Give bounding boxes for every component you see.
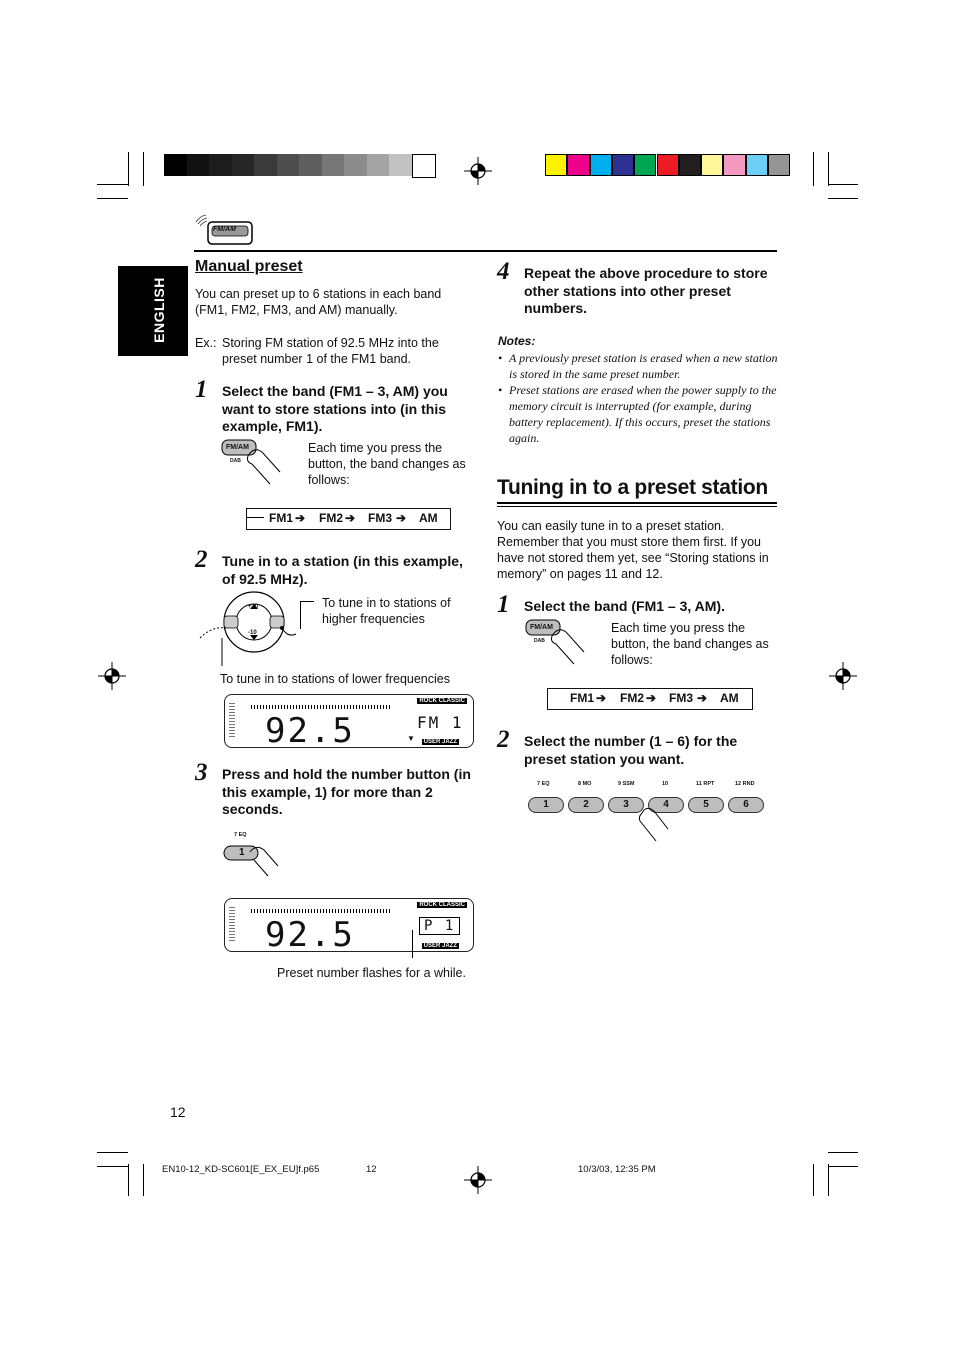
high-freq-leader-h xyxy=(300,601,314,602)
preset-button-2[interactable]: 2 xyxy=(568,797,604,813)
seq-arrow-icon: ➔ xyxy=(596,691,607,705)
right-band-sequence xyxy=(547,688,753,710)
lcd-band: FM 1 xyxy=(417,713,464,732)
gray-swatch xyxy=(322,154,345,176)
band-button-label: FM/AM xyxy=(530,624,553,631)
seq-arrow-icon: ➔ xyxy=(295,511,306,525)
preset-btn-top-label: 10 xyxy=(662,781,669,787)
preset-flash-leader xyxy=(412,930,413,958)
gray-swatch xyxy=(344,154,367,176)
color-swatch xyxy=(768,154,790,176)
notes-list xyxy=(498,350,778,446)
lcd-level-meter xyxy=(251,909,391,913)
right-step2-number: 2 xyxy=(497,726,510,753)
fm-am-icon-label: FM/AM xyxy=(213,226,236,233)
preset-button-5[interactable]: 5 xyxy=(688,797,724,813)
notes-heading: Notes: xyxy=(498,334,536,348)
lcd-left-dots xyxy=(229,907,235,943)
gray-swatch xyxy=(232,154,255,176)
lcd-top-tag: ROCK CLASSIC xyxy=(419,902,465,908)
preset-button-4[interactable]: 4 xyxy=(648,797,684,813)
knob-up-label: +10 xyxy=(248,604,259,610)
preset-btn-top-label: 7 EQ xyxy=(537,781,550,787)
dab-label: DAB xyxy=(534,638,545,644)
gray-swatch xyxy=(277,154,300,176)
color-swatch xyxy=(679,154,701,176)
seq-fm2: FM2 xyxy=(620,691,644,705)
gray-swatch xyxy=(254,154,277,176)
left-step1-caption: Each time you press the button, the band changes as follows: xyxy=(308,441,466,487)
knob-down-label: -10 xyxy=(248,630,257,636)
seq-arrow-icon: ➔ xyxy=(646,691,657,705)
gray-swatch xyxy=(164,154,187,176)
lcd-down-arrow-icon: ▼ xyxy=(407,734,415,743)
seq-fm2: FM2 xyxy=(319,511,343,525)
right-step4-text: Repeat the above procedure to store other stations into other preset numbers. xyxy=(524,265,768,316)
lcd-display-preset xyxy=(224,898,474,955)
right-step4-number: 4 xyxy=(497,258,510,285)
preset-btn-top-label: 12 RND xyxy=(735,781,755,787)
color-swatch xyxy=(746,154,768,176)
color-swatch xyxy=(634,154,656,176)
manual-preset-heading: Manual preset xyxy=(195,258,303,275)
lcd-frequency: 92.5 xyxy=(265,711,355,751)
gray-swatch xyxy=(367,154,390,176)
dab-label: DAB xyxy=(230,458,241,464)
heading-underline-thin xyxy=(497,506,777,507)
top-rule xyxy=(194,250,777,252)
gray-swatch xyxy=(299,154,322,176)
example-text: Storing FM station of 92.5 MHz into the preset number 1 of the FM1 band. xyxy=(222,336,439,366)
preset-button-6[interactable]: 6 xyxy=(728,797,764,813)
color-swatch xyxy=(590,154,612,176)
preset-button-3[interactable]: 3 xyxy=(608,797,644,813)
preset-btn-top-label: 8 MO xyxy=(578,781,592,787)
band-button-press-icon xyxy=(220,436,290,491)
seq-fm3: FM3 xyxy=(368,511,392,525)
lcd-preset-flash: P 1 xyxy=(419,917,460,935)
left-step2-number: 2 xyxy=(195,546,208,573)
language-tab xyxy=(118,266,188,356)
example-prefix: Ex.: xyxy=(195,336,217,350)
left-step1-number: 1 xyxy=(195,376,208,403)
tuning-preset-intro: You can easily tune in to a preset station. Remember that you must store them first. If you have not stored them yet, see “Storing stations in memory” on pages 11 and 12. xyxy=(497,519,769,581)
right-step1-text: Select the band (FM1 – 3, AM). xyxy=(524,598,725,614)
gray-swatch xyxy=(412,154,437,178)
lcd-frequency: 92.5 xyxy=(265,915,355,955)
preset-flash-caption: Preset number flashes for a while. xyxy=(277,966,466,980)
high-freq-leader xyxy=(300,601,301,629)
gray-swatch xyxy=(389,154,412,176)
seq-am: AM xyxy=(720,691,739,705)
lcd-bottom-tag: USER JAZZ xyxy=(423,739,457,745)
seq-fm3: FM3 xyxy=(669,691,693,705)
page-number: 12 xyxy=(170,1104,186,1120)
registration-mark-bottom xyxy=(464,1166,492,1194)
tuning-preset-heading: Tuning in to a preset station xyxy=(497,476,768,499)
band-button-press-icon-right xyxy=(524,616,594,671)
preset-button-row xyxy=(527,779,772,844)
left-step2-text: Tune in to a station (in this example, of 92.5 MHz). xyxy=(222,553,463,587)
preset-btn-top-label: 9 SSM xyxy=(618,781,635,787)
number-button-top-label: 7 EQ xyxy=(234,832,247,838)
seq-loop-line xyxy=(246,517,264,518)
preset-btn-top-label: 11 RPT xyxy=(696,781,715,787)
note-item: • A previously preset station is erased when a new station is stored in the same preset number. xyxy=(498,351,778,381)
color-swatch xyxy=(612,154,634,176)
preset-button-1[interactable]: 1 xyxy=(528,797,564,813)
right-step1-caption: Each time you press the button, the band changes as follows: xyxy=(611,621,769,667)
low-freq-caption: To tune in to stations of lower frequencies xyxy=(220,672,450,686)
number-button-press-icon xyxy=(222,828,292,888)
manual-preset-intro: You can preset up to 6 stations in each band (FM1, FM2, FM3, and AM) manually. xyxy=(195,287,442,317)
fm-am-band-icon xyxy=(194,214,254,251)
number-button-label: 1 xyxy=(239,847,245,858)
lcd-display-fm1 xyxy=(224,694,474,751)
note-text: A previously preset station is erased when a new station is stored in the same preset number. xyxy=(509,351,778,381)
heading-underline xyxy=(497,502,777,504)
language-label: ENGLISH xyxy=(151,277,167,343)
seq-arrow-icon: ➔ xyxy=(697,691,708,705)
note-item: • Preset stations are erased when the power supply to the memory circuit is interrupted (for example, during battery replacement). If this occurs, preset the stations again. xyxy=(498,383,777,445)
lcd-bottom-tag: USER JAZZ xyxy=(423,943,457,949)
lcd-level-meter xyxy=(251,705,391,709)
lcd-top-tag: ROCK CLASSIC xyxy=(419,698,465,704)
gray-swatch xyxy=(209,154,232,176)
registration-mark-right xyxy=(829,662,857,690)
right-step2-text: Select the number (1 – 6) for the preset station you want. xyxy=(524,733,738,767)
registration-mark-left xyxy=(98,662,126,690)
color-swatch xyxy=(723,154,745,176)
left-step1-text: Select the band (FM1 – 3, AM) you want to store stations into (in this example, FM1). xyxy=(222,383,448,434)
color-swatch xyxy=(567,154,589,176)
lcd-left-dots xyxy=(229,703,235,739)
seq-fm1: FM1 xyxy=(269,511,293,525)
color-swatch xyxy=(545,154,567,176)
note-text: Preset stations are erased when the power supply to the memory circuit is interrupted (for example, during battery replacement). If this occurs, preset the stations again. xyxy=(509,383,777,445)
left-step3-text: Press and hold the number button (in this example, 1) for more than 2 seconds. xyxy=(222,766,471,817)
gray-swatch xyxy=(187,154,210,176)
footer-file-page: 12 xyxy=(366,1164,377,1175)
tuning-knob-icon xyxy=(198,590,298,675)
right-step1-number: 1 xyxy=(497,591,510,618)
seq-arrow-icon: ➔ xyxy=(345,511,356,525)
color-swatch xyxy=(701,154,723,176)
registration-mark-top xyxy=(464,157,492,185)
seq-am: AM xyxy=(419,511,438,525)
seq-arrow-icon: ➔ xyxy=(396,511,407,525)
left-band-sequence xyxy=(246,508,451,530)
band-button-label: FM/AM xyxy=(226,444,249,451)
footer-file: EN10-12_KD-SC601[E_EX_EU]f.p65 xyxy=(162,1164,320,1175)
finger-press-icon xyxy=(632,805,672,843)
seq-fm1: FM1 xyxy=(570,691,594,705)
footer-timestamp: 10/3/03, 12:35 PM xyxy=(578,1164,656,1175)
color-swatch xyxy=(657,154,679,176)
high-freq-caption: To tune in to stations of higher frequencies xyxy=(322,596,451,626)
left-step3-number: 3 xyxy=(195,759,208,786)
